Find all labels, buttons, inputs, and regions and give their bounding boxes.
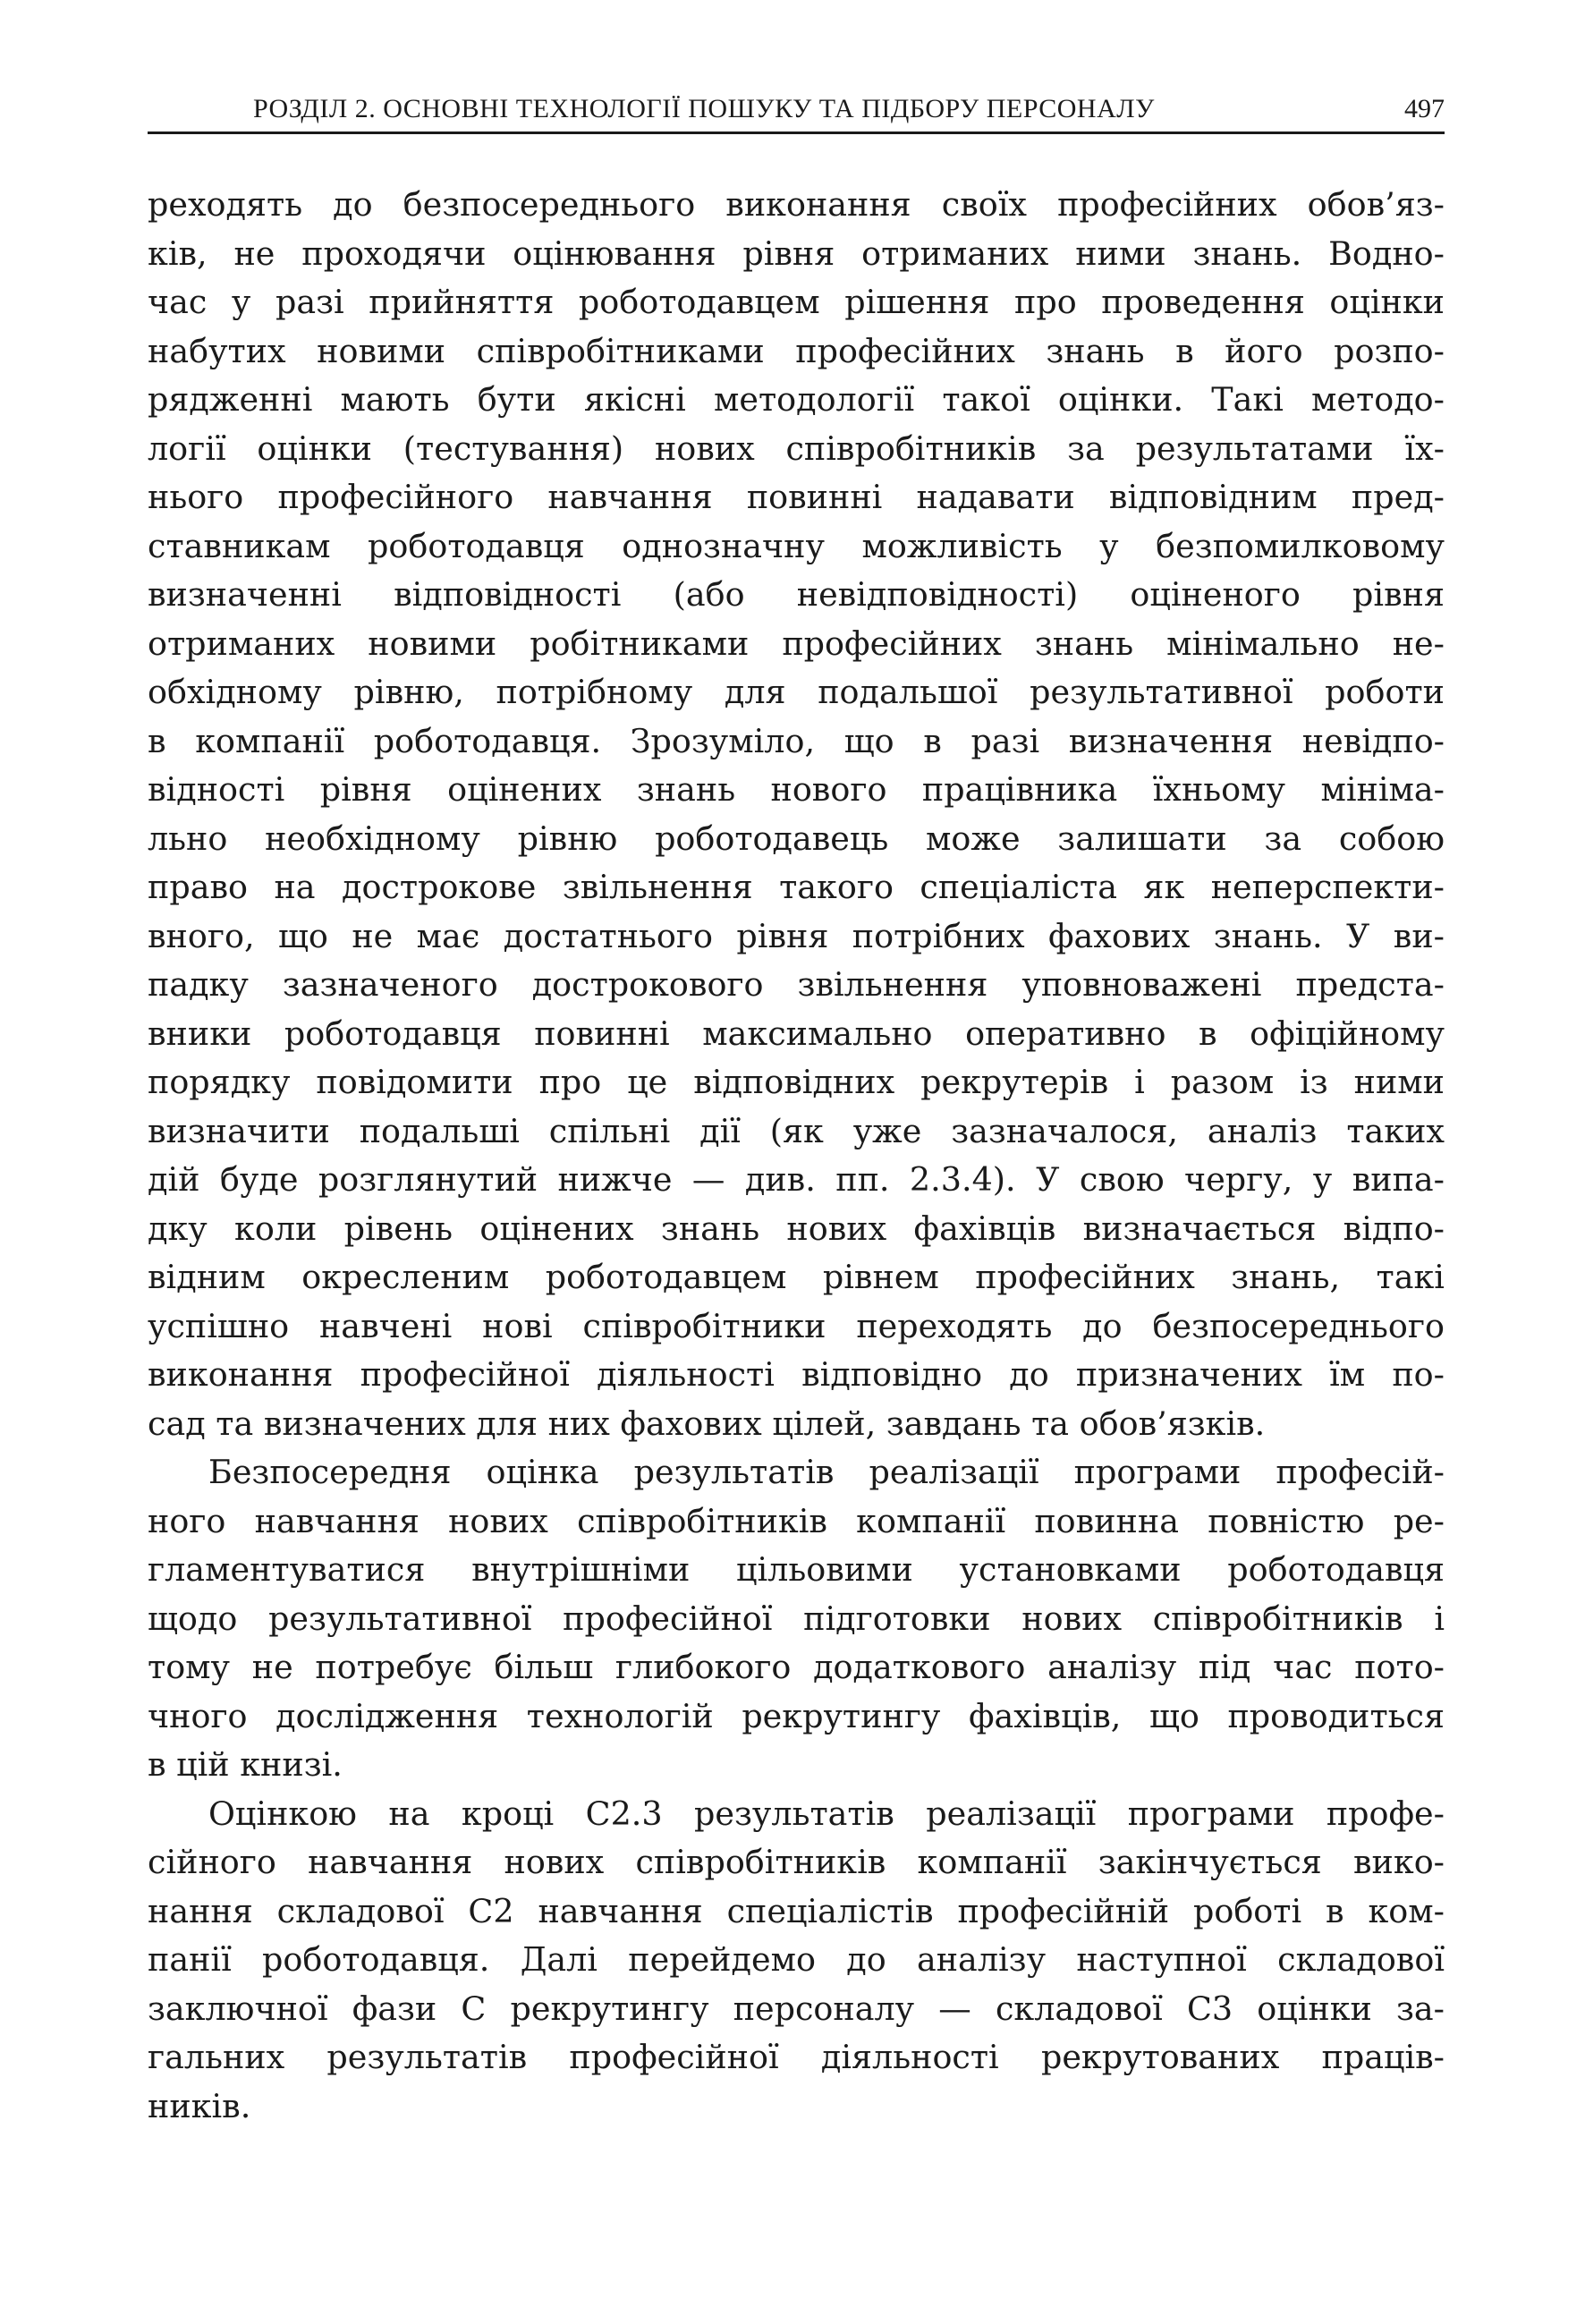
text-line: отриманих новими робітниками професійних знань мінімально не- (148, 623, 1445, 663)
text-line: щодо результативної професійної підготовки нових співробітників і (148, 1599, 1445, 1638)
text-line: успішно навчені нові співробітники переходять до безпосереднього (148, 1306, 1445, 1345)
text-line: рядженні мають бути якісні методології такої оцінки. Такі методо- (148, 380, 1445, 419)
text-line: нього професійного навчання повинні надавати відповідним пред- (148, 478, 1445, 516)
paragraph (148, 181, 1445, 1448)
running-head: РОЗДІЛ 2. ОСНОВНІ ТЕХНОЛОГІЇ ПОШУКУ ТА ПІДБОРУ ПЕРСОНАЛУ (253, 94, 1155, 123)
text-line: сійного навчання нових співробітників компанії закінчується вико- (148, 1843, 1445, 1881)
text-line: Оцінкою на кроці С2.3 результатів реалізації програми профе- (208, 1794, 1445, 1833)
text-line: гальних результатів професійної діяльності рекрутованих праців- (148, 2038, 1445, 2076)
text-line: ставникам роботодавця однозначну можливість у безпомилковому (148, 526, 1445, 565)
text-line: відним окресленим роботодавцем рівнем професійних знань, такі (148, 1258, 1445, 1296)
text-line: заключної фази С рекрутингу персоналу — складової С3 оцінки за- (148, 1989, 1445, 2028)
text-line: відності рівня оцінених знань нового працівника їхньому мініма- (148, 770, 1445, 809)
text-line: падку зазначеного дострокового звільнення уповноважені предста- (148, 965, 1445, 1004)
text-line: порядку повідомити про це відповідних рекрутерів і разом із ними (148, 1063, 1445, 1101)
text-line: сад та визначених для них фахових цілей, завдань та обов’язків. (148, 1404, 1266, 1443)
paragraph (148, 1448, 1445, 1790)
text-line: реходять до безпосереднього виконання своїх професійних обов’яз- (148, 185, 1445, 224)
text-line: ників. (148, 2086, 251, 2125)
text-line: час у разі прийняття роботодавцем рішення про проведення оцінки (148, 283, 1445, 321)
text-line: льно необхідному рівню роботодавець може залишати за собою (148, 818, 1445, 858)
text-line: визначенні відповідності (або невідповідності) оціненого рівня (148, 575, 1445, 614)
text-line: право на дострокове звільнення такого спеціаліста як неперспекти- (148, 868, 1445, 906)
text-line: нання складової С2 навчання спеціалістів професійній роботі в ком- (148, 1891, 1445, 1930)
text-line: ків, не проходячи оцінювання рівня отриманих ними знань. Водно- (148, 233, 1445, 273)
text-line: вники роботодавця повинні максимально оперативно в офіційному (148, 1014, 1445, 1053)
text-line: дку коли рівень оцінених знань нових фахівців визначається відпо- (148, 1209, 1445, 1248)
body-text (148, 181, 1445, 2131)
text-line: в компанії роботодавця. Зрозуміло, що в разі визначення невідпо- (148, 721, 1445, 760)
text-line: визначити подальші спільні дії (як уже зазначалося, аналіз таких (148, 1111, 1445, 1150)
text-line: ного навчання нових співробітників компанії повинна повністю ре- (148, 1501, 1445, 1540)
paragraph (148, 1790, 1445, 2132)
text-line: набутих новими співробітниками професійних знань в його розпо- (148, 331, 1445, 370)
text-line: логії оцінки (тестування) нових співробітників за результатами їх- (148, 428, 1445, 468)
text-line: тому не потребує більш глибокого додаткового аналізу під час пото- (148, 1648, 1445, 1686)
page-number: 497 (1404, 94, 1445, 123)
text-line: чного дослідження технологій рекрутингу фахівців, що проводиться (148, 1696, 1445, 1735)
text-line: в цій книзі. (148, 1745, 343, 1784)
text-line: обхідному рівню, потрібному для подальшої результативної роботи (148, 673, 1445, 711)
text-line: дій буде розглянутий нижче — див. пп. 2.3.4). У свою чергу, у випа- (148, 1160, 1445, 1199)
text-line: вного, що не має достатнього рівня потрібних фахових знань. У ви- (148, 916, 1445, 955)
page-header (148, 89, 1445, 134)
text-line: гламентуватися внутрішніми цільовими установками роботодавця (148, 1550, 1445, 1589)
text-line: Безпосередня оцінка результатів реалізації програми професій- (208, 1453, 1445, 1491)
text-line: виконання професійної діяльності відповідно до призначених їм по- (148, 1355, 1445, 1394)
text-line: панії роботодавця. Далі перейдемо до аналізу наступної складової (148, 1940, 1445, 1979)
